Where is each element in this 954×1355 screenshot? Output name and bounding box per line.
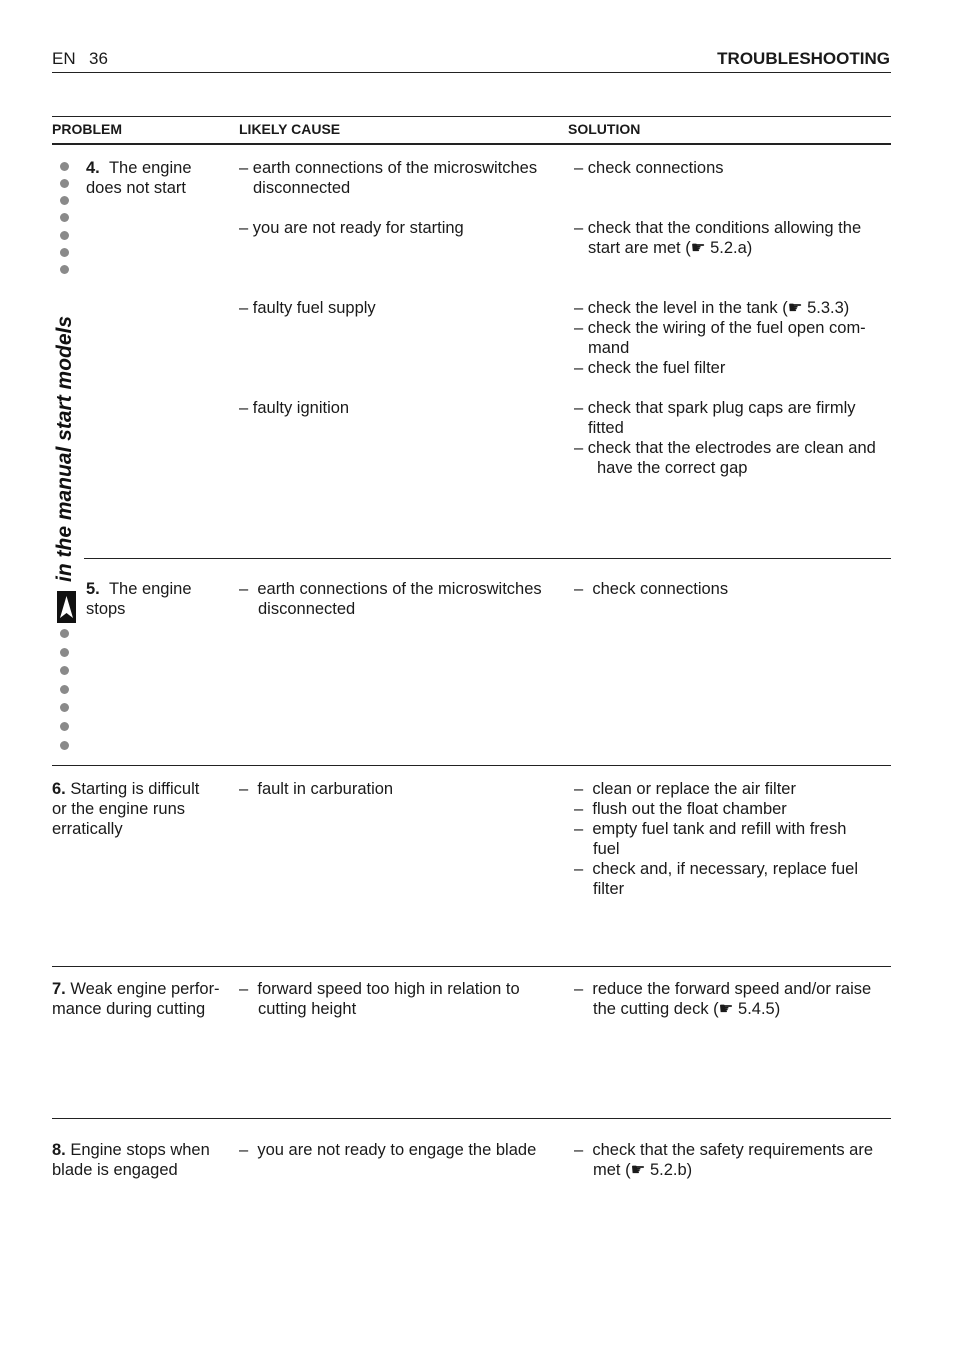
- solution-7: – reduce the forward speed and/or raise the cutting deck (☛ 5.4.5): [574, 980, 872, 1018]
- solution-6: – clean or replace the air filter – flush out the float chamber – empty fuel tank and refill with fresh fuel – check and, if necessary, replace fuel filter: [574, 780, 859, 898]
- page-number: 36: [89, 49, 108, 68]
- problem-4: [86, 158, 192, 198]
- cause-8: – you are not ready to engage the blade: [239, 1141, 537, 1159]
- solution-8: – check that the safety requirements are met (☛ 5.2.b): [574, 1141, 874, 1179]
- problem-5: 5. The engine stops: [86, 580, 192, 618]
- problem-7: 7. Weak engine perfor- mance during cutting: [52, 980, 220, 1018]
- marker-dot: [60, 231, 69, 240]
- row-divider: [52, 1118, 891, 1119]
- cause-5: – earth connections of the microswitches disconnected: [239, 580, 542, 618]
- marker-dot: [60, 213, 69, 222]
- cause-4c: – faulty fuel supply: [239, 299, 376, 317]
- problem-6: 6. Starting is difficult or the engine runs erratically: [52, 780, 200, 838]
- column-header-cause: LIKELY CAUSE: [239, 121, 341, 137]
- marker-dot: [60, 741, 69, 750]
- table-top-rule: [52, 116, 891, 117]
- marker-dot: [60, 265, 69, 274]
- solution-4a: – check connections: [574, 159, 724, 177]
- column-header-rule: [52, 143, 891, 145]
- header-rule: [52, 72, 891, 73]
- row-divider: [52, 966, 891, 967]
- marker-dot: [60, 666, 69, 675]
- solution-4b: – check that the conditions allowing the start are met (☛ 5.2.a): [574, 219, 862, 257]
- marker-dot: [60, 179, 69, 188]
- row-divider: [52, 765, 891, 766]
- problem-8: 8. Engine stops when blade is engaged: [52, 1141, 210, 1179]
- section-title: TROUBLESHOOTING: [717, 49, 890, 68]
- row-divider: [84, 558, 891, 559]
- marker-dot: [60, 722, 69, 731]
- marker-dot: [60, 703, 69, 712]
- marker-dot: [60, 162, 69, 171]
- cause-4d: – faulty ignition: [239, 399, 350, 417]
- problem-number: 4.: [86, 159, 100, 177]
- solution-5: – check connections: [574, 580, 729, 598]
- marker-dot: [60, 248, 69, 257]
- solution-4d: – check that spark plug caps are firmly fitted – check that the electrodes are clean and have the correct gap: [574, 399, 876, 477]
- marker-dot: [60, 648, 69, 657]
- problem-text: The engine: [108, 159, 192, 177]
- marker-dot: [60, 629, 69, 638]
- cause-4b: – you are not ready for starting: [239, 219, 464, 237]
- arrow-up-icon: [57, 591, 76, 623]
- marker-dot: [60, 685, 69, 694]
- marker-dot: [60, 196, 69, 205]
- solution-4c: – check the level in the tank (☛ 5.3.3) – check the wiring of the fuel open com- mand – check the fuel filter: [574, 299, 866, 377]
- cause-7: – forward speed too high in relation to cutting height: [239, 980, 520, 1018]
- column-header-problem: PROBLEM: [52, 121, 122, 137]
- column-header-solution: SOLUTION: [568, 121, 641, 137]
- cause-4a: – earth connections of the microswitches disconnected: [239, 159, 538, 197]
- language-code: EN: [52, 49, 76, 68]
- cause-6: – fault in carburation: [239, 780, 394, 798]
- problem-text: does not start: [86, 179, 186, 197]
- manual-start-side-label: in the manual start models: [53, 315, 76, 582]
